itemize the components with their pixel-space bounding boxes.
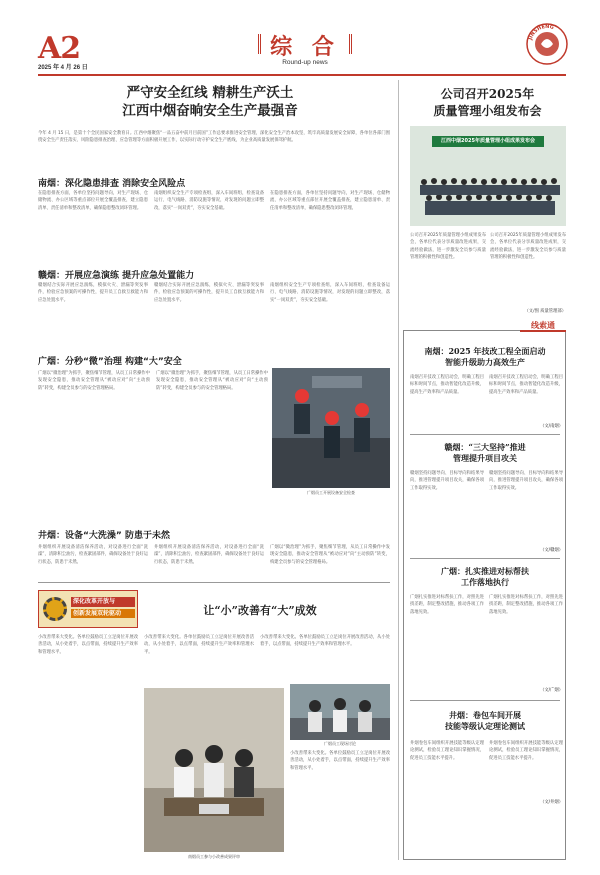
- photo-banner: 江西中烟2025年质量管理小组成果发布会: [432, 136, 544, 147]
- sec1-col1: 在隐患排查方面，各单位坚持问题导向，对生产现场、仓储物流、办公区域等重点部位开展全覆盖排查，建立隐患清单、责任清单和整改清单，确保隐患整改闭环管理。: [38, 191, 148, 211]
- xiansao-label: 线索通: [531, 321, 555, 330]
- bottom-photo-1: [290, 684, 390, 740]
- masthead-rule: [38, 74, 566, 76]
- lead-photo-image: [272, 368, 390, 488]
- bottom-col3-top: 小改善带来大变化。各单位鼓励员工立足岗位开展改善活动，从小处着手，以点带面，持续提升生产效率和管理水平。: [260, 635, 390, 648]
- xiansao-divider-3: [410, 700, 560, 701]
- xiansao-divider-2: [410, 558, 560, 559]
- xiansao-item-1-text-2: 南烟召开技改工程启动会，明确工程目标和时间节点，推动智能化改造升级，提高生产效率和产品质量。: [489, 375, 563, 395]
- sec1-col2: 南烟组织安全生产专项检查组，深入车间班组，检查设备运行、电气线路、消防设施等情况，对发现的问题立即整改，落实“一岗双责”，夯实安全基础。: [154, 191, 264, 211]
- xiansao-divider-1: [410, 434, 560, 435]
- sec2-col2: 赣烟结合实际开展应急演练，模拟火灾、泄漏等突发事件，检验应急预案的可操作性，提升员工自救互救能力和应急处置水平。: [154, 283, 264, 303]
- xiansao-item-4-title-2: 技能等级认定理论测试: [445, 720, 525, 731]
- right-top-credit: （文/图 质量管理部）: [524, 309, 566, 314]
- xiansao-item-2-title-1: 赣烟：“三大坚持”推进: [444, 442, 526, 452]
- bottom-col3-bottom: 小改善带来大变化。各单位鼓励员工立足岗位开展改善活动，从小处着手，以点带面，持续提升生产效率和管理水平。: [290, 751, 390, 771]
- xiansao-item-3-title-2: 工作落地执行: [461, 576, 509, 587]
- bottom-photo-2-caption: 南烟员工参与小改善成果评审: [188, 854, 240, 859]
- newspaper-logo: [525, 22, 569, 66]
- bottom-photo-2: [144, 688, 284, 852]
- right-top-col2: 公司召开2025年质量管理小组成果发布会，各单位代表分享质量改进成果，交流经验做法，进一步激发全员参与质量管理的积极性和创造性。: [490, 233, 566, 260]
- bottom-photo-1-caption: 广烟员工现场讨论: [324, 741, 356, 746]
- xiansao-item-4-title: [410, 710, 560, 732]
- right-top-headline-line-1: 公司召开2025年: [440, 87, 535, 101]
- bottom-col1: 小改善带来大变化。各单位鼓励员工立足岗位开展改善活动，从小处着手，以点带面，持续提升生产效率和管理水平。: [38, 635, 138, 655]
- xiansao-item-1-credit: （文/南烟）: [540, 424, 563, 429]
- xiansao-item-3-credit: （文/广烟）: [540, 688, 563, 693]
- gear-icon: [43, 597, 67, 621]
- lead-intro: 今年 4 月 15 日，是第十个全民国家安全教育日。江西中烟聚焦“一品五奋中前月目前国”工作总要求推进安全管理，深化安全生产治本攻坚，筑牢高质量发展安全屏障，各单位各部门围绕安全生产责任落实、风险隐患排查治理、应急管理等方面积极开展工作，以实际行动守护安全生产底线，为企业高质量发展保驾护航。: [38, 131, 390, 144]
- xiansao-label-underline: [520, 330, 566, 332]
- issue-date: 2025 年 4 月 26 日: [38, 65, 88, 71]
- xiansao-item-3-text-1: 广烟扎实推进对标帮扶工作，对照先进找差距，制定整改措施，推动各项工作落地见效。: [410, 595, 484, 615]
- xiansao-item-2-text-2: 赣烟坚持问题导向、目标导向和结果导向，推进管理提升项目攻关，确保各项工作取得实效。: [489, 471, 563, 491]
- sec4-col2: 井烟组织开展设备清洁保养活动，对设备进行全面“洗澡”，清除积尘油污，检查紧固部件，确保设备处于良好运行状态，防患于未然。: [154, 545, 264, 565]
- bottom-headline: 让“小”改善有“大”成效: [203, 604, 317, 617]
- xiansao-item-3-text-2: 广烟扎实推进对标帮扶工作，对照先进找差距，制定整改措施，推动各项工作落地见效。: [489, 595, 563, 615]
- lead-photo: [272, 368, 390, 488]
- sec4-col3: 广烟以“微治理”为抓手，聚焦细节管理，从员工日常操作中发现安全隐患，推动安全管理从“被动应对”向“主动预防”转变，构建全员参与的安全管理格局。: [270, 545, 390, 565]
- group-photo-image: [410, 126, 566, 226]
- bottom-section-rule: [38, 582, 390, 583]
- column-divider: [398, 80, 399, 860]
- bottom-photo-1-image: [290, 684, 390, 740]
- section-subtitle: Round-up news: [282, 59, 328, 66]
- xiansao-item-2-text-1: 赣烟坚持问题导向、目标导向和结果导向，推进管理提升项目攻关，确保各项工作取得实效。: [410, 471, 484, 491]
- xiansao-item-2-title: [410, 442, 560, 464]
- xiansao-item-3-title-1: 广烟：扎实推进对标帮扶: [441, 566, 529, 576]
- xiansao-item-4-text-1: 井烟卷包车间组织开展技能等级认定理论测试，检验员工理论知识掌握情况，促进员工技能水平提升。: [410, 741, 484, 761]
- section-title-ornament-right: [346, 34, 352, 54]
- lead-headline-line-1: 严守安全红线 精耕生产沃土: [126, 85, 294, 101]
- xiansao-item-1-title-2: 智能升级助力高效生产: [445, 356, 525, 367]
- xiansao-item-4-text-2: 井烟卷包车间组织开展技能等级认定理论测试，检验员工理论知识掌握情况，促进员工技能水平提升。: [489, 741, 563, 761]
- sec4-title: 井烟：设备“大洗澡” 防患于未然: [38, 531, 170, 541]
- right-top-headline-line-2: 质量管理小组发布会: [433, 103, 542, 118]
- logo-text: JINSHENG: [527, 23, 555, 41]
- sec3-title: 广烟：分秒“微”治理 构建“大”安全: [38, 357, 182, 367]
- lead-headline: [60, 84, 360, 120]
- sec3-col1: 广烟以“微治理”为抓手，聚焦细节管理，从员工日常操作中发现安全隐患，推动安全管理从“被动应对”向“主动预防”转变，构建全员参与的安全管理格局。: [38, 371, 150, 391]
- lead-headline-line-2: 江西中烟奋晌安全生产最强音: [122, 103, 298, 120]
- sec4-col1: 井烟组织开展设备清洁保养活动，对设备进行全面“洗澡”，清除积尘油污，检查紧固部件，确保设备处于良好运行状态，防患于未然。: [38, 545, 148, 565]
- xiansao-item-1-text-1: 南烟召开技改工程启动会，明确工程目标和时间节点，推动智能化改造升级，提高生产效率和产品质量。: [410, 375, 484, 395]
- right-top-headline: [410, 86, 565, 120]
- xiansao-item-3-title: [410, 566, 560, 588]
- section-title: 综 合: [270, 34, 340, 60]
- reform-badge: [38, 590, 138, 628]
- reform-badge-text: [71, 597, 135, 618]
- lead-photo-caption: 广烟员工开展设备安全检查: [307, 490, 355, 495]
- right-top-photo: [410, 126, 566, 226]
- xiansao-item-2-credit: （文/赣烟）: [540, 548, 563, 553]
- right-top-col1: 公司召开2025年质量管理小组成果发布会，各单位代表分享质量改进成果，交流经验做法，进一步激发全员参与质量管理的积极性和创造性。: [410, 233, 486, 260]
- sec2-col1: 赣烟结合实际开展应急演练，模拟火灾、泄漏等突发事件，检验应急预案的可操作性，提升员工自救互救能力和应急处置水平。: [38, 283, 148, 303]
- bottom-photo-2-image: [144, 688, 284, 852]
- sec1-title: 南烟：深化隐患排查 消除安全风险点: [38, 179, 186, 189]
- reform-badge-line-1: 深化改革开放与: [71, 597, 135, 607]
- section-title-ornament: [258, 34, 264, 54]
- xiansao-item-1-title: [410, 346, 560, 368]
- xiansao-item-4-credit: （文/井烟）: [540, 800, 563, 805]
- xiansao-item-4-title-1: 井烟：卷包车间开展: [449, 710, 521, 720]
- bottom-col2-top: 小改善带来大变化。各单位鼓励员工立足岗位开展改善活动，从小处着手，以点带面，持续提升生产效率和管理水平。: [144, 635, 254, 655]
- sec3-col2: 广烟以“微治理”为抓手，聚焦细节管理，从员工日常操作中发现安全隐患，推动安全管理从“被动应对”向“主动预防”转变，构建全员参与的安全管理格局。: [156, 371, 268, 391]
- xiansao-item-2-title-2: 管理提升项目攻关: [453, 452, 517, 463]
- sec2-title: 赣烟：开展应急演练 提升应急处置能力: [38, 271, 195, 281]
- reform-badge-line-2: 创新发展双轮驱动: [71, 609, 135, 619]
- sec2-col3: 南烟组织安全生产专项检查组，深入车间班组，检查设备运行、电气线路、消防设施等情况，对发现的问题立即整改，落实“一岗双责”，夯实安全基础。: [270, 283, 390, 303]
- sec1-col3: 在隐患排查方面，各单位坚持问题导向，对生产现场、仓储物流、办公区域等重点部位开展全覆盖排查，建立隐患清单、责任清单和整改清单，确保隐患整改闭环管理。: [270, 191, 390, 211]
- xiansao-item-1-title-1: 南烟：2025 年技改工程全面启动: [424, 346, 546, 356]
- page-number: A2: [38, 31, 81, 66]
